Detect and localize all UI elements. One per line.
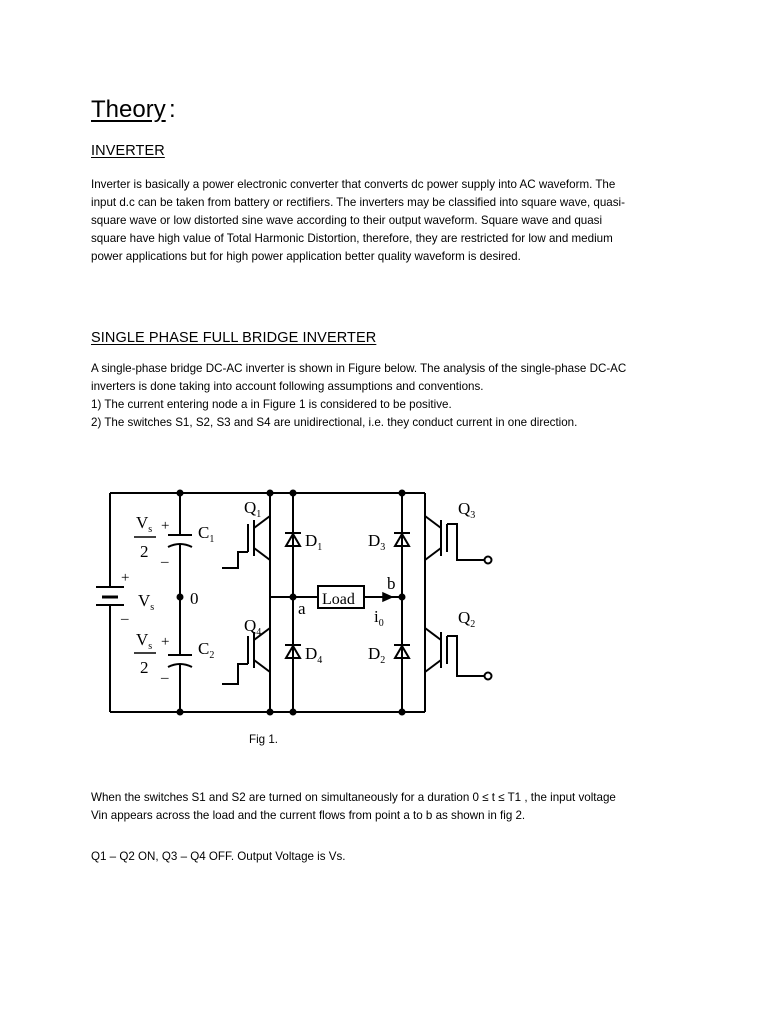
load-label: Load <box>322 591 355 608</box>
plus-top: + <box>161 518 170 534</box>
text-line: 1) The current entering node a in Figure 1 is considered to be positive. <box>91 398 452 411</box>
junction-dots <box>177 490 406 716</box>
d2-label: $D_2$ <box>368 644 386 666</box>
batt-minus: – <box>121 611 129 627</box>
q4-label: $Q_4$ <box>244 616 262 638</box>
zero-label: 0 <box>190 589 199 608</box>
node-a-label: a <box>298 599 306 618</box>
section-heading-inverter: INVERTER <box>91 143 165 159</box>
text-line: Q1 – Q2 ON, Q3 – Q4 OFF. Output Voltage is Vs. <box>91 850 346 863</box>
node-b-label: b <box>387 574 396 593</box>
text-line: When the switches S1 and S2 are turned on simultaneously for a duration 0 ≤ t ≤ T1 , the input voltage <box>91 791 616 804</box>
c2-label: $C_2$ <box>198 639 215 661</box>
text-line: square have high value of Total Harmonic Distortion, therefore, they are restricted for low and medium <box>91 232 613 245</box>
title-colon: : <box>169 96 176 123</box>
figure-caption: Fig 1. <box>249 733 278 746</box>
q1-label: $Q_1$ <box>244 498 262 520</box>
two-bot-label: 2 <box>140 658 149 677</box>
battery-source <box>96 587 124 605</box>
plus-bot: + <box>161 634 170 650</box>
operation-paragraph <box>91 789 691 825</box>
minus-bot: – <box>161 670 169 686</box>
text-line: A single-phase bridge DC-AC inverter is shown in Figure below. The analysis of the single-phase DC-AC <box>91 362 627 375</box>
q3-label: $Q_3$ <box>458 499 476 521</box>
vs-bot-label: $V_s$ <box>136 630 153 652</box>
text-line: square wave or low distorted sine wave according to their output waveform. Square wave and quasi <box>91 214 603 227</box>
two-top-label: 2 <box>140 542 149 561</box>
inverter-paragraph <box>91 176 691 266</box>
text-line: 2) The switches S1, S2, S3 and S4 are unidirectional, i.e. they conduct current in one direction. <box>91 416 578 429</box>
c1-label: $C_1$ <box>198 523 215 545</box>
vs-main-label: $V_s$ <box>138 591 155 613</box>
current-i0-label: $i_0$ <box>374 607 384 629</box>
batt-plus: + <box>121 570 130 586</box>
text-line: Inverter is basically a power electronic converter that converts dc power supply into AC waveform. The <box>91 178 616 191</box>
d4-label: $D_4$ <box>305 644 323 666</box>
text-line: inverters is done taking into account following assumptions and conventions. <box>91 380 484 393</box>
page-title: Theory <box>91 96 166 123</box>
section-heading-full-bridge: SINGLE PHASE FULL BRIDGE INVERTER <box>91 330 377 346</box>
switch-state-line <box>91 848 691 866</box>
current-arrow-icon <box>383 593 392 601</box>
transistor-q2 <box>425 628 492 680</box>
transistor-q4 <box>222 628 270 684</box>
text-line: power applications but for high power application better quality waveform is desired. <box>91 250 521 263</box>
text-line: input d.c can be taken from battery or rectifiers. The inverters may be classified into square wave, quasi- <box>91 196 625 209</box>
transistor-q3 <box>425 516 492 564</box>
full-bridge-paragraph <box>91 360 691 432</box>
vs-top-label: $V_s$ <box>136 513 153 535</box>
d1-label: $D_1$ <box>305 531 323 553</box>
text-line: Vin appears across the load and the current flows from point a to b as shown in fig 2. <box>91 809 526 822</box>
d3-label: $D_3$ <box>368 531 386 553</box>
full-bridge-circuit-diagram <box>88 478 508 718</box>
q2-label: $Q_2$ <box>458 608 476 630</box>
minus-top: – <box>161 554 169 570</box>
transistor-q1 <box>222 516 270 568</box>
